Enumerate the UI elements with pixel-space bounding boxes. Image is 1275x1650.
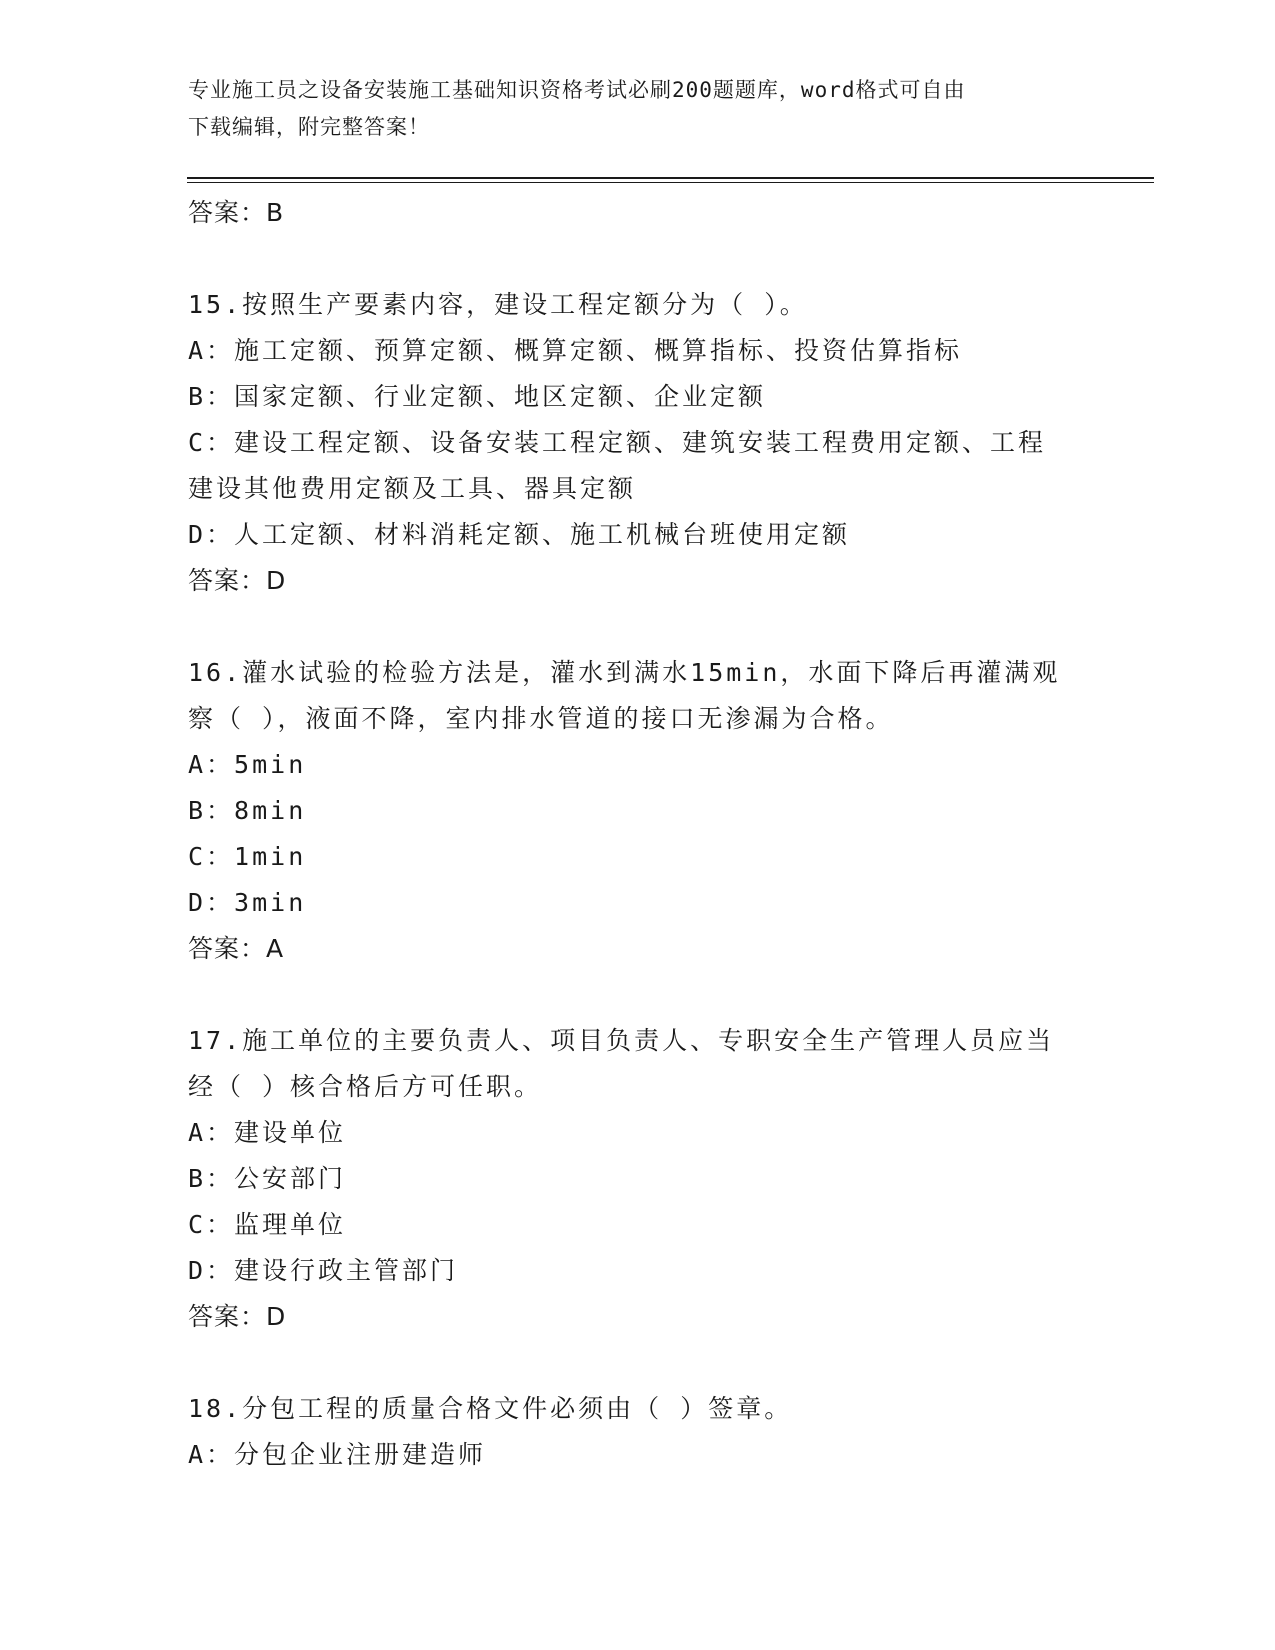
question-stem: 15.按照生产要素内容，建设工程定额分为（ ）。 [188,290,808,319]
answer: 答案：A [188,934,285,963]
question-15 [188,282,1088,604]
question-content [188,190,1088,1478]
option-d: D：建设行政主管部门 [188,1256,459,1285]
header-line-2: 下载编辑，附完整答案！ [188,115,430,139]
option-a: A：分包企业注册建造师 [188,1440,487,1469]
option-a: A：施工定额、预算定额、概算定额、概算指标、投资估算指标 [188,336,963,365]
answer: 答案：D [188,566,287,595]
spacer [188,604,1088,650]
previous-answer: 答案：B [188,198,285,227]
header-rule-thick [187,177,1154,179]
question-stem: 18.分包工程的质量合格文件必须由（ ）签章。 [188,1394,793,1423]
option-b: B：国家定额、行业定额、地区定额、企业定额 [188,382,767,411]
option-c: C：1min [188,842,307,871]
question-stem-continued: 经（ ）核合格后方可任职。 [188,1072,543,1101]
question-18 [188,1386,1088,1478]
header-line-1: 专业施工员之设备安装施工基础知识资格考试必刷200题题库，word格式可自由 [188,78,966,102]
option-d: D：3min [188,888,307,917]
question-stem-continued: 察（ ），液面不降，室内排水管道的接口无渗漏为合格。 [188,704,894,733]
option-c: C：监理单位 [188,1210,347,1239]
header-rule-thin [187,182,1154,183]
option-a: A：建设单位 [188,1118,347,1147]
option-c: C：建设工程定额、设备安装工程定额、建筑安装工程费用定额、工程 [188,428,1047,457]
answer: 答案：D [188,1302,287,1331]
document-header [188,72,1088,146]
option-d: D：人工定额、材料消耗定额、施工机械台班使用定额 [188,520,851,549]
spacer [188,972,1088,1018]
option-b: B：8min [188,796,307,825]
spacer [188,236,1088,282]
question-17 [188,1018,1088,1340]
option-b: B：公安部门 [188,1164,347,1193]
question-16 [188,650,1088,972]
option-c-continued: 建设其他费用定额及工具、器具定额 [188,474,637,503]
question-stem: 17.施工单位的主要负责人、项目负责人、专职安全生产管理人员应当 [188,1026,1055,1055]
spacer [188,1340,1088,1386]
question-stem: 16.灌水试验的检验方法是，灌水到满水15min，水面下降后再灌满观 [188,658,1061,687]
option-a: A：5min [188,750,307,779]
